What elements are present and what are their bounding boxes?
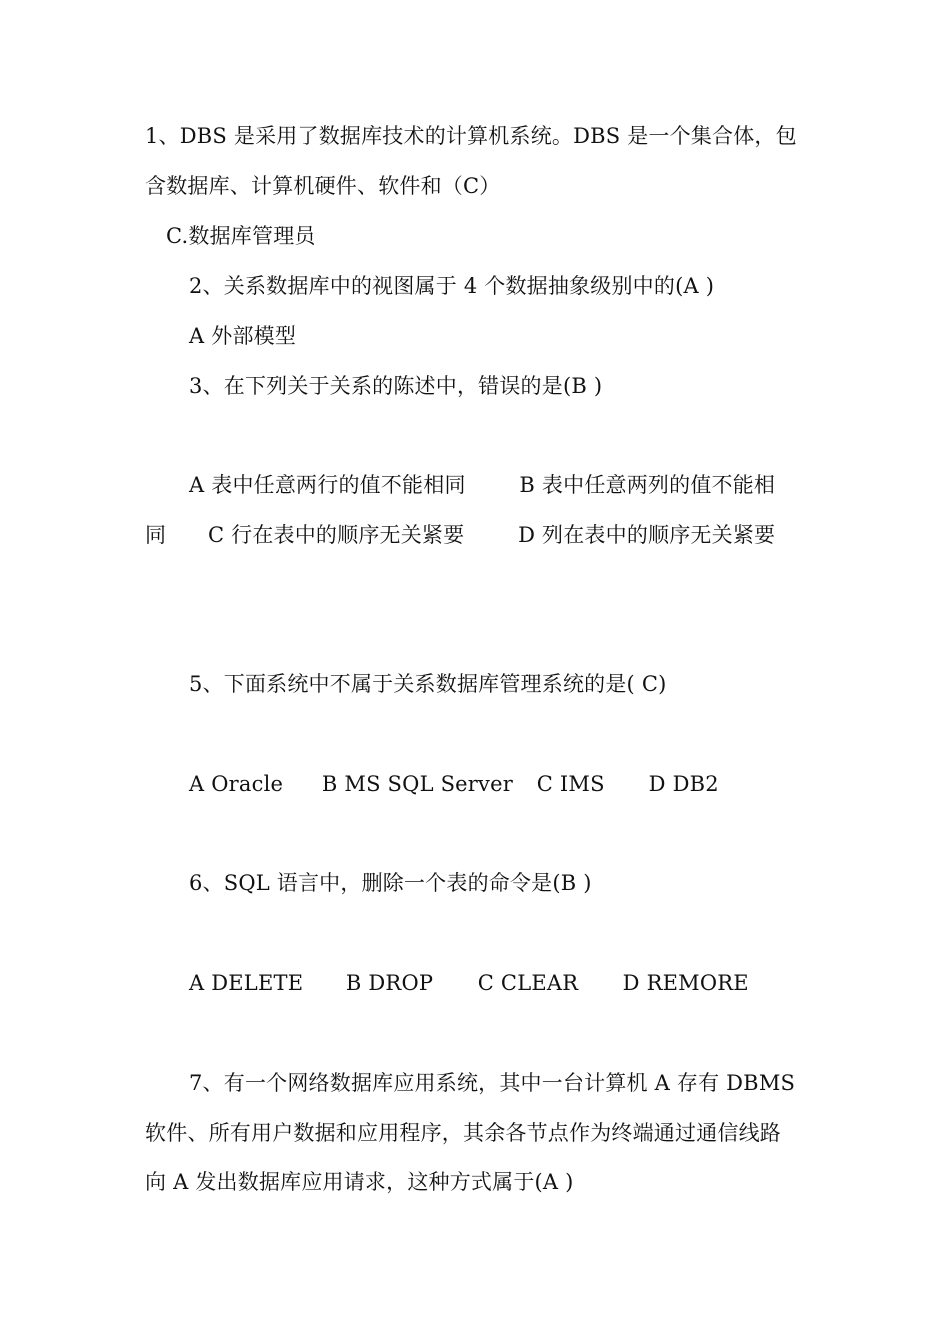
q5-option-b: B MS SQL Server <box>321 772 513 796</box>
q7-text-line1: 7、有一个网络数据库应用系统，其中一台计算机 A 存有 DBMS <box>189 1071 796 1095</box>
q6-option-c: C CLEAR <box>477 971 579 995</box>
q3-question: 3、在下列关于关系的陈述中，错误的是(B ) <box>189 374 603 398</box>
q1-text-line1: 1、DBS 是采用了数据库技术的计算机系统。DBS 是一个集合体，包 <box>145 124 797 148</box>
q3-options-line1 <box>189 471 775 499</box>
q1-line1 <box>145 122 807 150</box>
q5-option-d: D DB2 <box>648 772 719 796</box>
q7-line2: 软件、所有用户数据和应用程序，其余各节点作为终端通过通信线路 <box>145 1121 781 1145</box>
q3-option-b: B 表中任意两列的值不能相 <box>519 473 776 497</box>
q3-option-b-tail: 同 <box>145 523 167 547</box>
q6-option-d: D REMORE <box>622 971 749 995</box>
q1-answer: C.数据库管理员 <box>166 224 316 248</box>
q5-options <box>189 770 719 798</box>
q3-options-line2 <box>145 521 775 549</box>
q1-line2: 含数据库、计算机硬件、软件和（C） <box>145 174 501 198</box>
q3-option-d: D 列在表中的顺序无关紧要 <box>518 523 776 547</box>
q6-question: 6、SQL 语言中，删除一个表的命令是(B ) <box>189 871 592 895</box>
q3-option-c: C 行在表中的顺序无关紧要 <box>207 523 465 547</box>
q6-options <box>189 969 749 997</box>
q5-option-a: A Oracle <box>189 772 284 796</box>
q2-question: 2、关系数据库中的视图属于 4 个数据抽象级别中的(A ) <box>189 274 715 298</box>
q3-option-a: A 表中任意两行的值不能相同 <box>189 473 466 497</box>
q5-question: 5、下面系统中不属于关系数据库管理系统的是( C) <box>189 672 667 696</box>
q7-line3: 向 A 发出数据库应用请求，这种方式属于(A ) <box>145 1170 574 1194</box>
q7-line1 <box>189 1069 807 1097</box>
q6-option-b: B DROP <box>345 971 434 995</box>
q2-answer: A 外部模型 <box>189 324 297 348</box>
q5-option-c: C IMS <box>536 772 605 796</box>
q6-option-a: A DELETE <box>189 971 304 995</box>
